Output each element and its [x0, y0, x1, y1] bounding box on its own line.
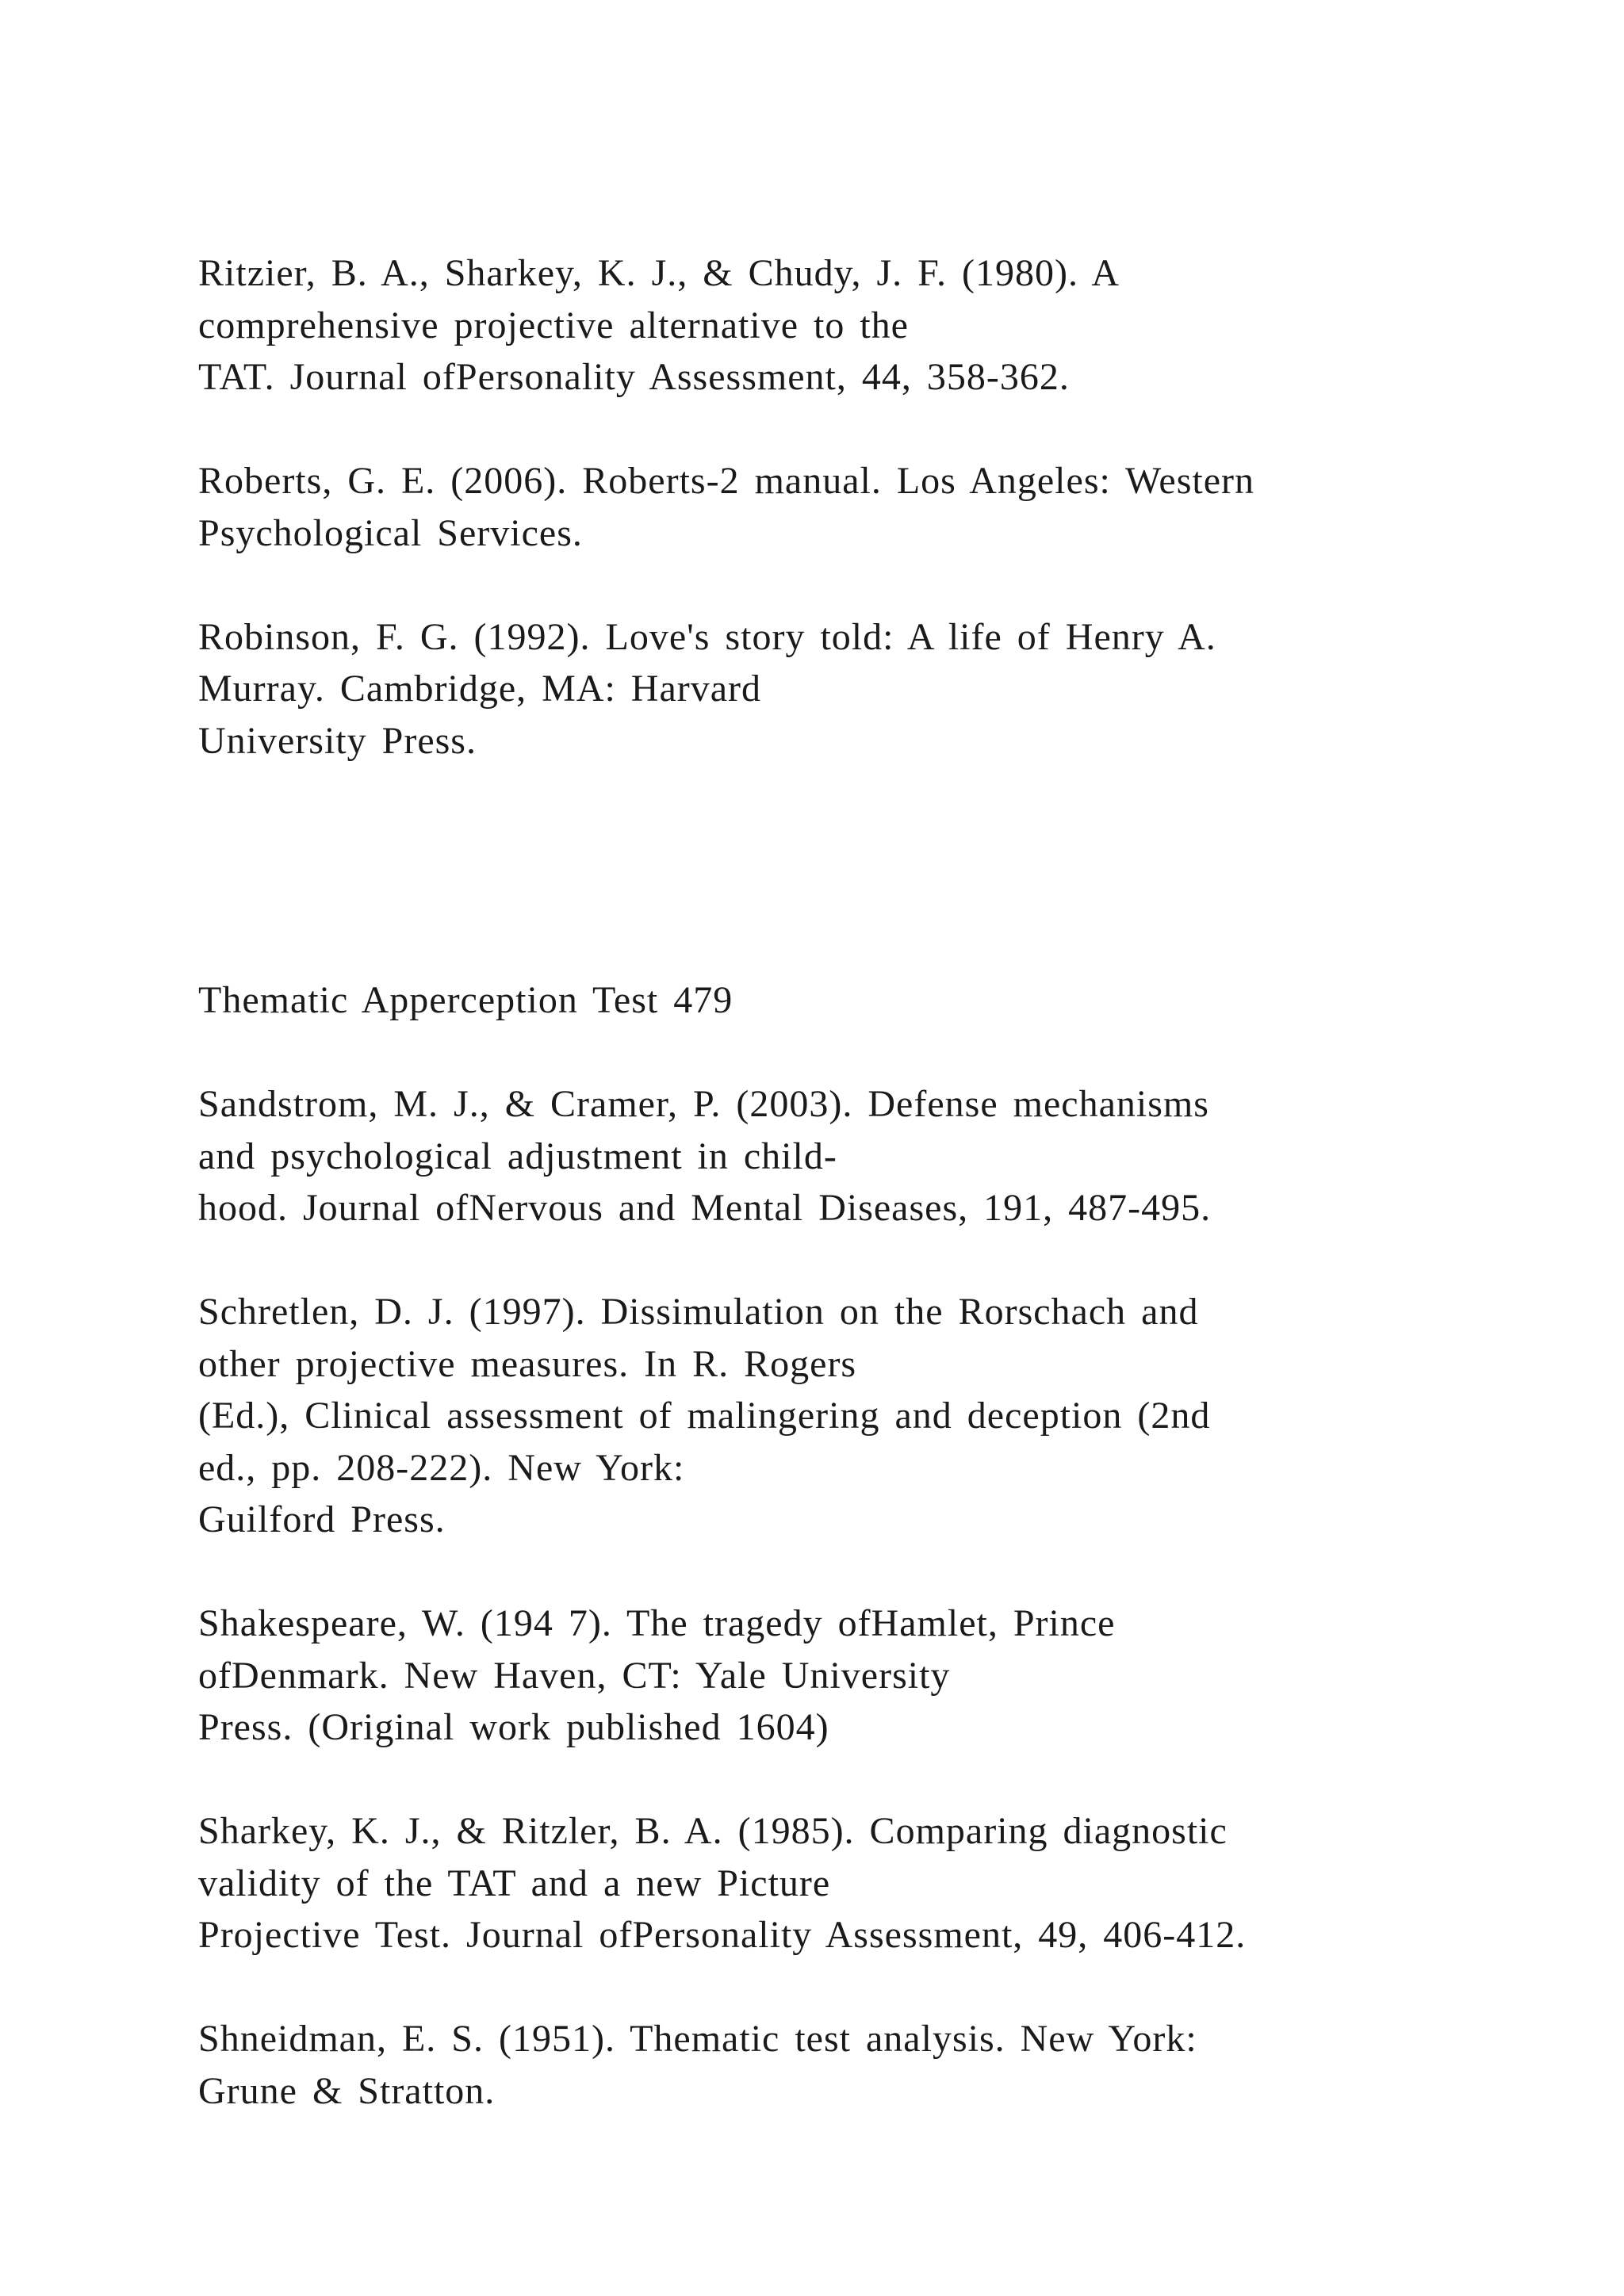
reference-entry-shakespeare	[198, 1598, 1546, 1754]
reference-line: Ritzier, B. A., Sharkey, K. J., & Chudy, J. F. (1980). A	[198, 252, 1120, 294]
reference-line: and psychological adjustment in child-	[198, 1135, 837, 1177]
reference-entry-ritzier	[198, 247, 1546, 404]
reference-line: Projective Test. Journal ofPersonality Assessment, 49, 406-412.	[198, 1914, 1247, 1956]
reference-line: ofDenmark. New Haven, CT: Yale University	[198, 1654, 951, 1697]
running-head-text: Thematic Apperception Test 479	[198, 979, 733, 1021]
reference-line: Sharkey, K. J., & Ritzler, B. A. (1985). Comparing diagnostic	[198, 1810, 1228, 1852]
reference-line: Guilford Press.	[198, 1498, 446, 1540]
reference-line: ed., pp. 208-222). New York:	[198, 1446, 685, 1489]
reference-line: Shneidman, E. S. (1951). Thematic test analysis. New York:	[198, 2018, 1197, 2060]
reference-line: Psychological Services.	[198, 511, 583, 554]
reference-line: Grune & Stratton.	[198, 2069, 496, 2112]
reference-line: Murray. Cambridge, MA: Harvard	[198, 668, 762, 710]
reference-entry-roberts	[198, 455, 1546, 559]
reference-entry-sharkey	[198, 1805, 1546, 1961]
reference-line: Shakespeare, W. (194 7). The tragedy ofHamlet, Prince	[198, 1602, 1116, 1644]
reference-entry-sandstrom	[198, 1078, 1546, 1234]
reference-entry-schretlen	[198, 1286, 1546, 1546]
running-head	[198, 974, 1546, 1027]
reference-line: hood. Journal ofNervous and Mental Diseases, 191, 487-495.	[198, 1187, 1212, 1229]
reference-line: Schretlen, D. J. (1997). Dissimulation on the Rorschach and	[198, 1291, 1199, 1333]
page-break-gap	[198, 767, 1546, 974]
reference-line: (Ed.), Clinical assessment of malingering and deception (2nd	[198, 1395, 1211, 1437]
reference-line: Roberts, G. E. (2006). Roberts-2 manual. Los Angeles: Western	[198, 460, 1255, 502]
reference-line: other projective measures. In R. Rogers	[198, 1342, 857, 1385]
reference-line: validity of the TAT and a new Picture	[198, 1862, 831, 1904]
reference-line: Press. (Original work published 1604)	[198, 1706, 829, 1748]
reference-entry-shneidman	[198, 2013, 1546, 2117]
reference-entry-robinson	[198, 611, 1546, 767]
document-body	[198, 247, 1546, 2169]
reference-line: Sandstrom, M. J., & Cramer, P. (2003). Defense mechanisms	[198, 1083, 1209, 1125]
reference-line: Robinson, F. G. (1992). Love's story told: A life of Henry A.	[198, 615, 1216, 658]
reference-line: TAT. Journal ofPersonality Assessment, 44, 358-362.	[198, 356, 1070, 398]
reference-line: University Press.	[198, 719, 477, 762]
reference-line: comprehensive projective alternative to the	[198, 304, 909, 346]
